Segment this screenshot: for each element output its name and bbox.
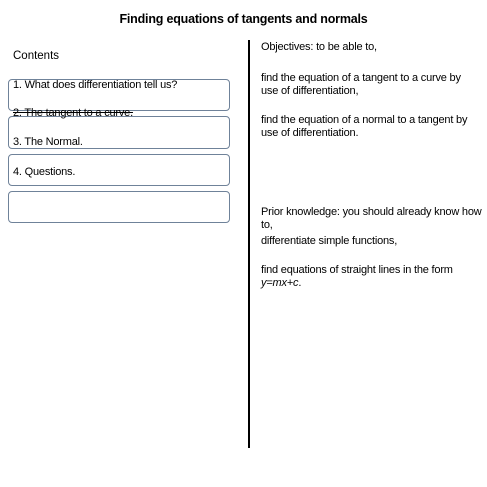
objectives-heading: Objectives: to be able to, <box>261 41 377 53</box>
prior-knowledge-heading: Prior knowledge: you should already know how to, <box>261 206 482 231</box>
nav-box-4[interactable] <box>8 191 230 223</box>
objective-item-normal: find the equation of a normal to a tangent by use of differentiation. <box>261 114 468 139</box>
prior-item-differentiate: differentiate simple functions, <box>261 235 398 247</box>
prior-item-straight-lines <box>261 264 486 290</box>
contents-heading: Contents <box>13 50 60 62</box>
nav-item-questions[interactable]: 4. Questions. <box>13 166 76 178</box>
page-title: Finding equations of tangents and normals <box>119 12 368 26</box>
prior-item-straight-lines-text: find equations of straight lines in the form <box>261 264 453 276</box>
objective-item-tangent: find the equation of a tangent to a curve by use of differentiation, <box>261 72 461 97</box>
formula-text: y=mx+c <box>261 277 299 289</box>
nav-item-what-does-differentiation[interactable]: 1. What does differentiation tell us? <box>13 79 178 91</box>
nav-item-the-normal[interactable]: 3. The Normal. <box>13 136 83 148</box>
nav-item-tangent-to-curve[interactable]: 2. The tangent to a curve. <box>13 107 133 119</box>
formula-end: . <box>298 277 302 289</box>
column-divider <box>248 40 250 448</box>
